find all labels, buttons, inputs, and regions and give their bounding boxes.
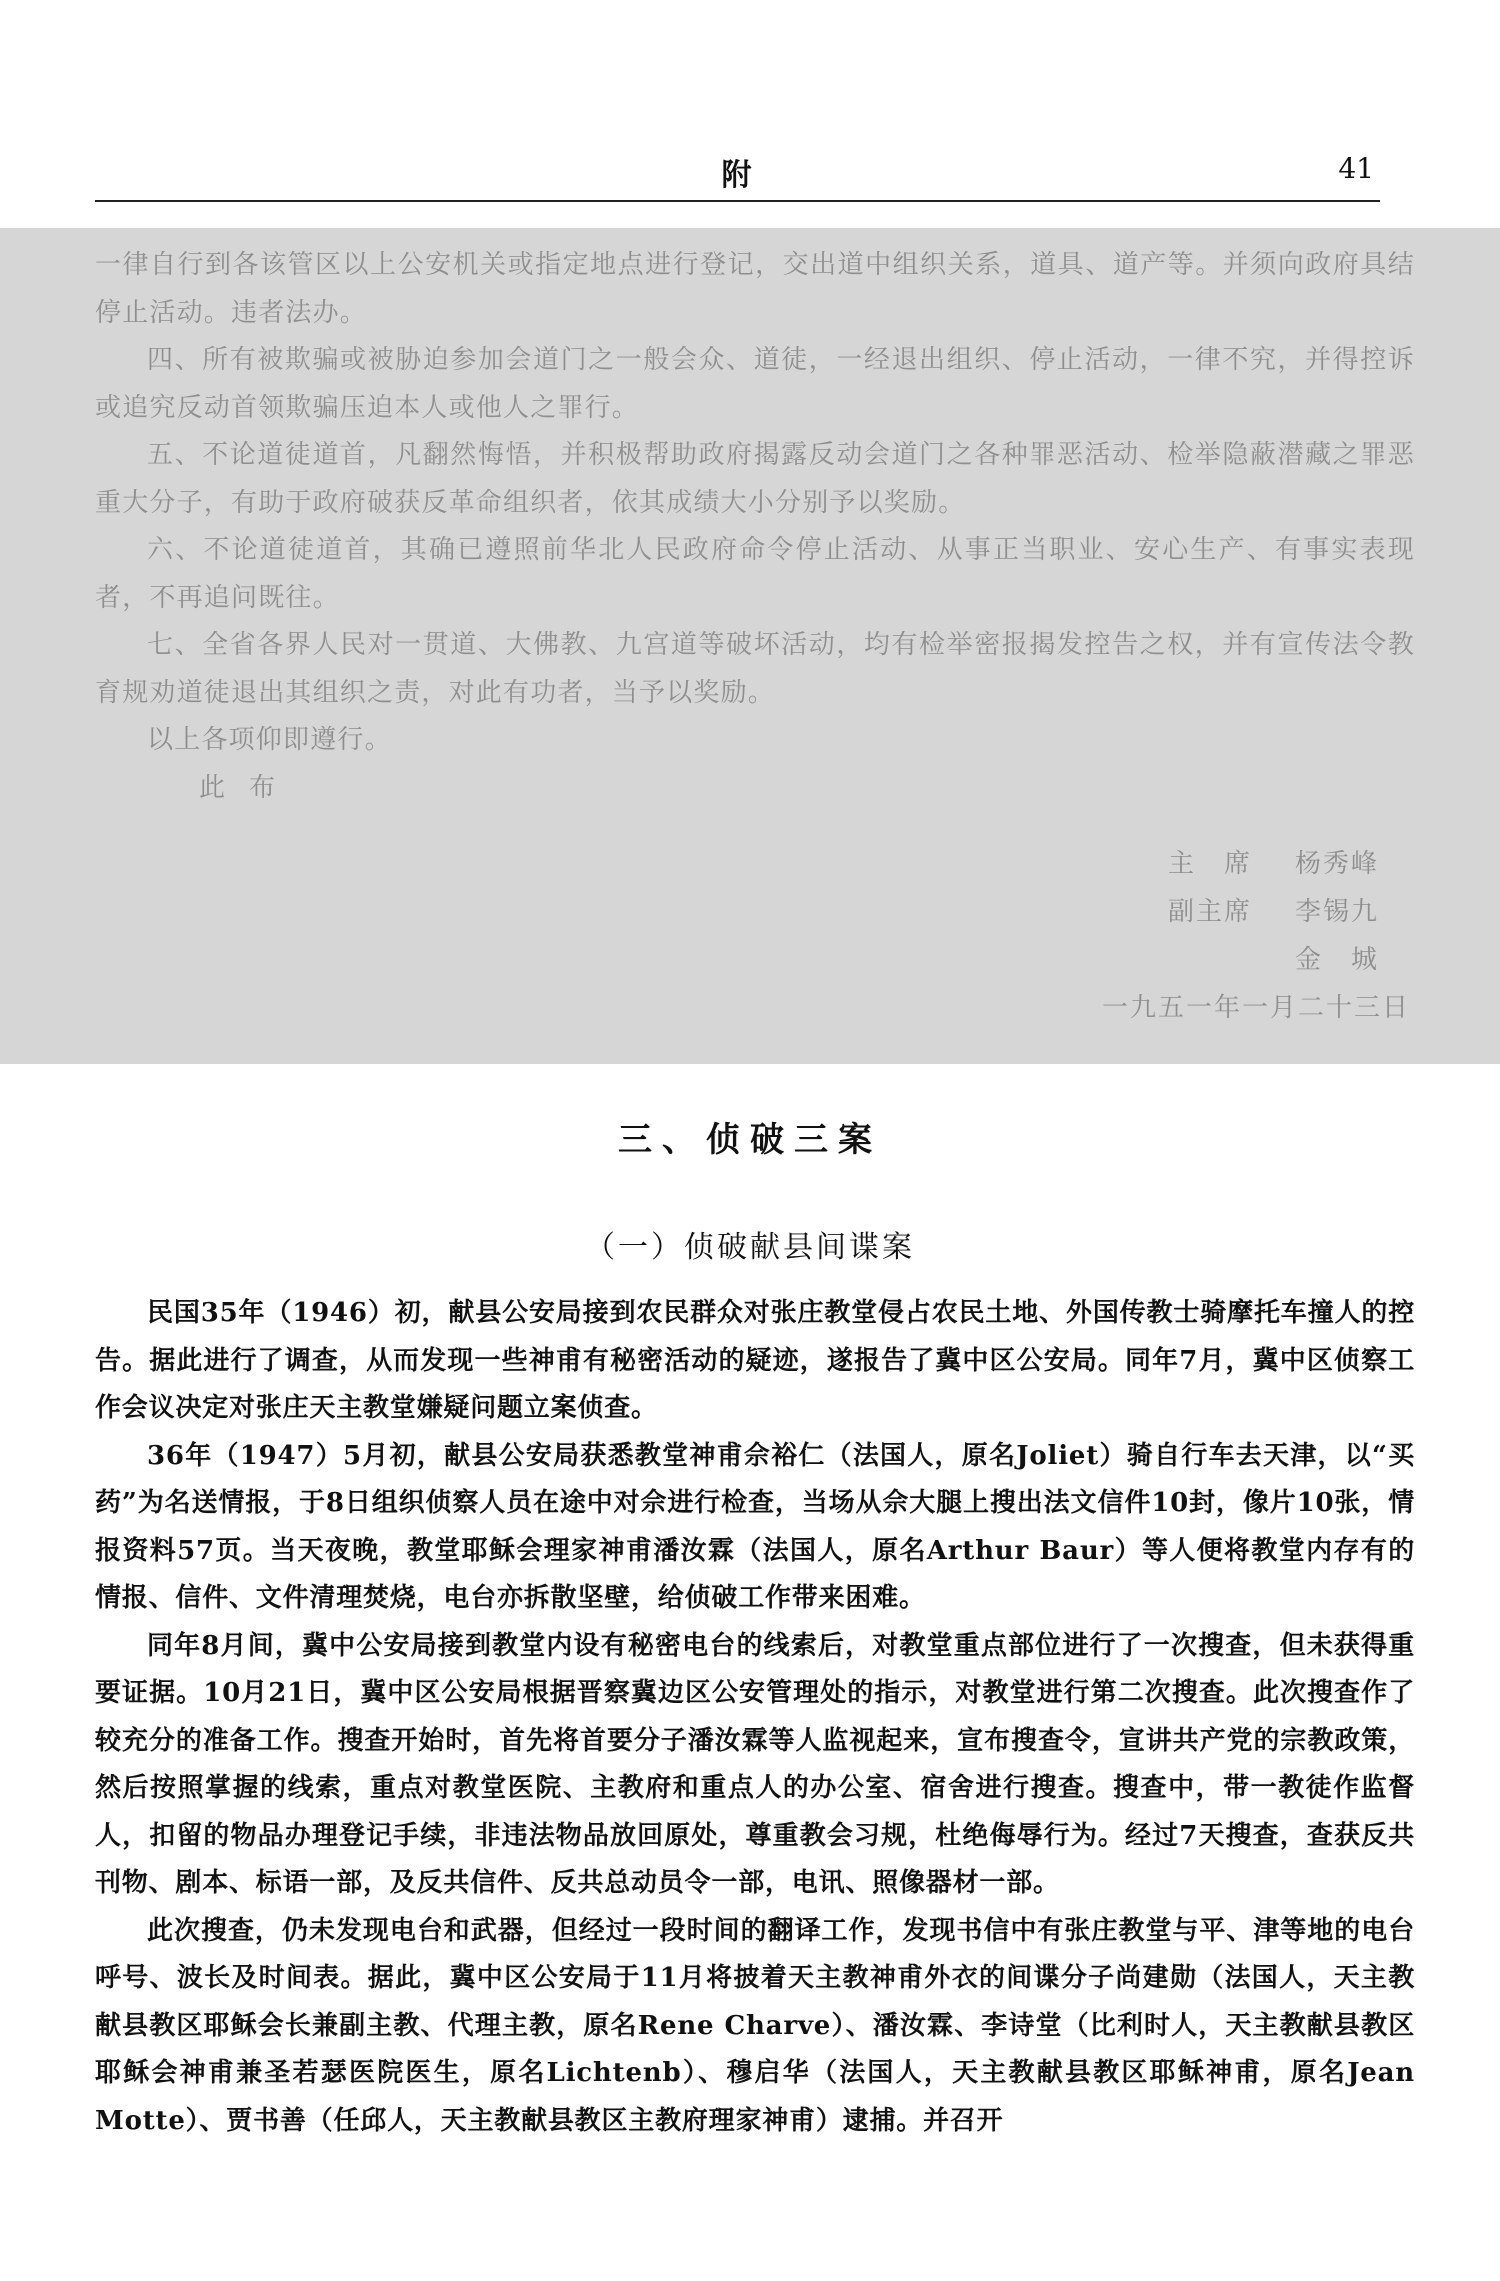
- announcement-text: [95, 242, 1415, 812]
- running-title: 附: [721, 158, 754, 193]
- announcement-paragraph: 五、不论道徒道首，凡翻然悔悟，并积极帮助政府揭露反动会道门之各种罪恶活动、检举隐蔽潜藏之罪恶重大分子，有助于政府破获反革命组织者，依其成绩大小分别予以奖励。: [95, 440, 1415, 518]
- announcement-paragraph: 六、不论道徒道首，其确已遵照前华北人民政府命令停止活动、从事正当职业、安心生产、有事实表现者，不再追问既往。: [95, 535, 1415, 613]
- announcement-date: 一九五一年一月二十三日: [1101, 993, 1410, 1023]
- body-text: [95, 1290, 1415, 2145]
- announcement-block: [0, 228, 1500, 1064]
- announcement-paragraph: 四、所有被欺骗或被胁迫参加会道门之一般会众、道徒，一经退出组织、停止活动，一律不究，并得控诉或追究反动首领欺骗压迫本人或他人之罪行。: [95, 345, 1415, 423]
- signature-block: [1060, 840, 1420, 1032]
- announcement-paragraph: 七、全省各界人民对一贯道、大佛教、九宫道等破坏活动，均有检举密报揭发控告之权，并有宣传法令教育规劝道徒退出其组织之责，对此有功者，当予以奖励。: [95, 630, 1415, 708]
- signature-role: [1168, 936, 1283, 984]
- announcement-paragraph: 以上各项仰即遵行。: [147, 725, 392, 755]
- signature-role: 主 席: [1168, 849, 1253, 879]
- signature-row: [1060, 936, 1420, 984]
- sub-heading: （一）侦破献县间谍案: [585, 1230, 915, 1265]
- section-heading: 三、侦破三案: [618, 1120, 882, 1160]
- body-paragraph: 同年8月间，冀中公安局接到教堂内设有秘密电台的线索后，对教堂重点部位进行了一次搜查，但未获得重要证据。10月21日，冀中区公安局根据晋察冀边区公安管理处的指示，对教堂进行第二次搜查。此次搜查作了较充分的准备工作。搜查开始时，首先将首要分子潘汝霖等人监视起来，宣布搜查令，宣讲共产党的宗教政策，然后按照掌握的线索，重点对教堂医院、主教府和重点人的办公室、宿舍进行搜查。搜查中，带一教徒作监督人，扣留的物品办理登记手续，非违法物品放回原处，尊重教会习规，杜绝侮辱行为。经过7天搜查，查获反共刊物、剧本、标语一部，及反共信件、反共总动员令一部，电讯、照像器材一部。: [95, 1630, 1415, 1898]
- signature-role: 副主席: [1168, 897, 1253, 927]
- signature-name: 杨秀峰: [1295, 849, 1380, 879]
- signature-row: [1060, 840, 1420, 888]
- signature-row: [1060, 888, 1420, 936]
- body-paragraph: 此次搜查，仍未发现电台和武器，但经过一段时间的翻译工作，发现书信中有张庄教堂与平、津等地的电台呼号、波长及时间表。据此，冀中区公安局于11月将披着天主教神甫外衣的间谍分子尚建勋（法国人，天主教献县教区耶稣会长兼副主教、代理主教，原名Rene Charve）、潘汝霖、李诗堂（比利时人，天主教献县教区耶稣会神甫兼圣若瑟医院医生，原名Lichtenb）、穆启华（法国人，天主教献县教区耶稣神甫，原名Jean Motte）、贾书善（任邱人，天主教献县教区主教府理家神甫）逮捕。并召开: [95, 1915, 1415, 2136]
- body-paragraph: 民国35年（1946）初，献县公安局接到农民群众对张庄教堂侵占农民土地、外国传教士骑摩托车撞人的控告。据此进行了调查，从而发现一些神甫有秘密活动的疑迹，遂报告了冀中区公安局。同年7月，冀中区侦察工作会议决定对张庄天主教堂嫌疑问题立案侦查。: [95, 1298, 1415, 1423]
- date-row: [1060, 984, 1420, 1032]
- body-paragraph: 36年（1947）5月初，献县公安局获悉教堂神甫佘裕仁（法国人，原名Joliet）骑自行车去天津，以“买药”为名送情报，于8日组织侦察人员在途中对佘进行检查，当场从佘大腿上搜出法文信件10封，像片10张，情报资料57页。当天夜晚，教堂耶稣会理家神甫潘汝霖（法国人，原名Arthur Baur）等人便将教堂内存有的情报、信件、文件清理焚烧，电台亦拆散坚壁，给侦破工作带来困难。: [95, 1440, 1415, 1613]
- page-number: 41: [1338, 152, 1374, 185]
- page-header: [95, 140, 1380, 202]
- announcement-closing: 此布: [199, 772, 300, 803]
- signature-name: 金 城: [1295, 945, 1380, 975]
- signature-name: 李锡九: [1295, 897, 1380, 927]
- announcement-paragraph: 一律自行到各该管区以上公安机关或指定地点进行登记，交出道中组织关系，道具、道产等。并须向政府具结停止活动。违者法办。: [95, 250, 1415, 328]
